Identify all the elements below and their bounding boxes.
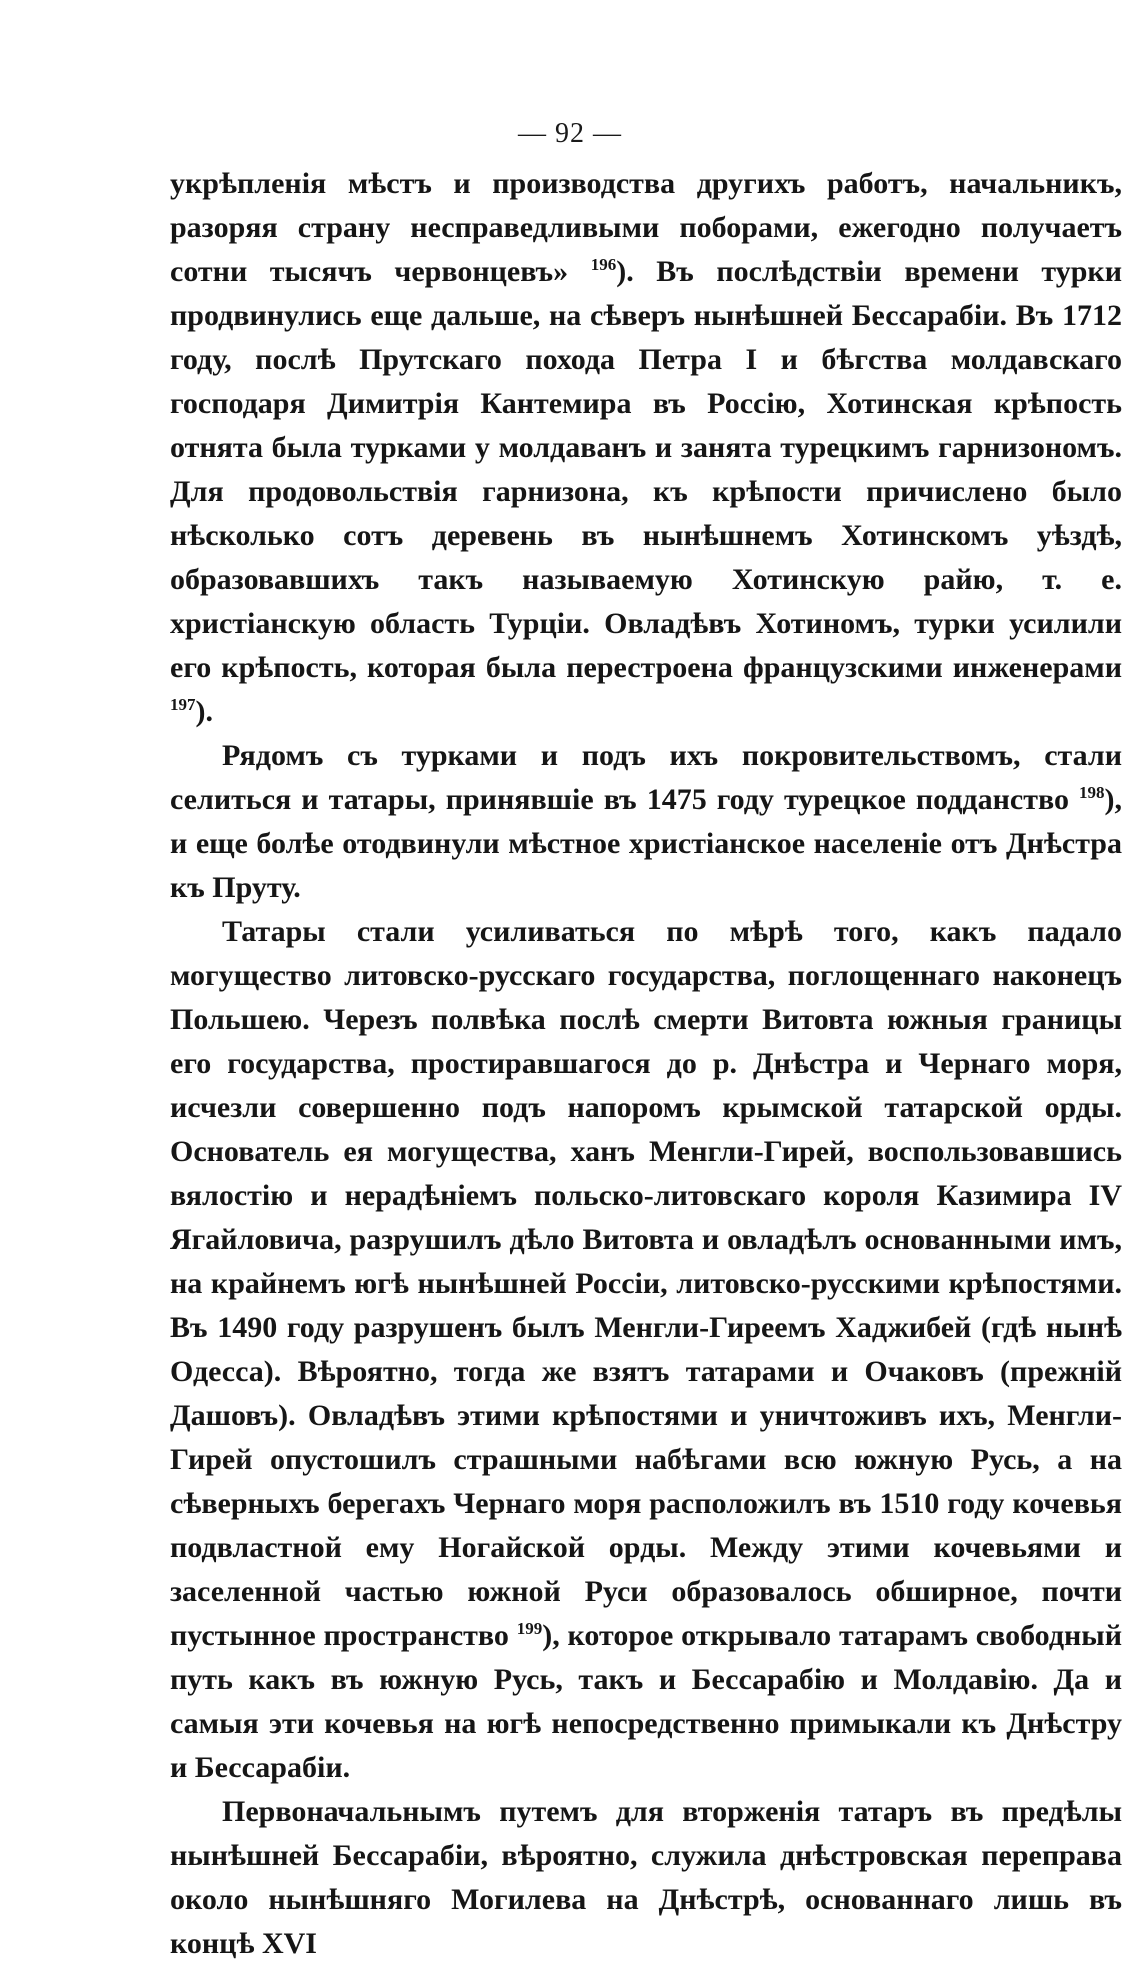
paragraph	[170, 1790, 1122, 1966]
text-run: ). Въ послѣдствіи времени турки продвинулись еще дальше, на сѣверъ нынѣшней Бессарабіи. Въ 1712 году, послѣ Прутскаго похода Петра I и бѣгства молдавскаго господаря Димитрія Кантемира въ Россію, Хотинская крѣпость отнята была турками у молдаванъ и занята турецкимъ гарнизономъ. Для продовольствія гарнизона, къ крѣпости причислено было нѣсколько сотъ деревень въ нынѣшнемъ Хотинскомъ уѣздѣ, образовавшихъ такъ называемую Хотинскую райю, т. е. христіанскую область Турціи. Овладѣвъ Хотиномъ, турки усилили его крѣпость, которая была перестроена французскими инженерами	[170, 255, 1123, 684]
text-run: ), которое открывало татарамъ свободный путь какъ въ южную Русь, такъ и Бессарабію и Молдавію. Да и самыя эти кочевья на югѣ непосредственно примыкали къ Днѣстру и Бессарабіи.	[170, 1619, 1122, 1784]
paragraph	[170, 910, 1122, 1790]
footnote-ref: 198	[1079, 783, 1105, 802]
text-run: ).	[195, 695, 213, 728]
paragraph	[170, 734, 1122, 910]
footnote-ref: 197	[170, 695, 196, 714]
page-number: — 92 —	[518, 118, 622, 149]
footnote-ref: 196	[590, 255, 617, 274]
text-run: ), и еще болѣе отодвинули мѣстное христіанское населеніе отъ Днѣстра къ Пруту.	[170, 783, 1122, 904]
text-run: укрѣпленія мѣстъ и производства другихъ работъ, начальникъ, разоряя страну несправедливыми поборами, ежегодно получаетъ сотни тысячъ червонцевъ»	[170, 167, 1122, 288]
paragraph	[170, 162, 1122, 734]
text-run: Рядомъ съ турками и подъ ихъ покровительствомъ, стали селиться и татары, принявшіе въ 1475 году турецкое подданство	[170, 739, 1122, 816]
body-text	[170, 162, 1122, 1966]
text-run: Первоначальнымъ путемъ для вторженія татаръ въ предѣлы нынѣшней Бессарабіи, вѣроятно, служила днѣстровская переправа около нынѣшняго Могилева на Днѣстрѣ, основаннаго лишь въ концѣ XVI	[170, 1795, 1122, 1960]
footnote-ref: 199	[516, 1619, 543, 1638]
text-run: Татары стали усиливаться по мѣрѣ того, какъ падало могущество литовско-русскаго государства, поглощеннаго наконецъ Польшею. Черезъ полвѣка послѣ смерти Витовта южныя границы его государства, простиравшагося до р. Днѣстра и Чернаго моря, исчезли совершенно подъ напоромъ крымской татарской орды. Основатель ея могущества, ханъ Менгли-Гирей, воспользовавшись вялостію и нерадѣніемъ польско-литовскаго короля Казимира IV Ягайловича, разрушилъ дѣло Витовта и овладѣлъ основанными имъ, на крайнемъ югѣ нынѣшней Россіи, литовско-русскими крѣпостями. Въ 1490 году разрушенъ былъ Менгли-Гиреемъ Хаджибей (гдѣ нынѣ Одесса). Вѣроятно, тогда же взятъ татарами и Очаковъ (прежній Дашовъ). Овладѣвъ этими крѣпостями и уничтоживъ ихъ, Менгли-Гирей опустошилъ страшными набѣгами всю южную Русь, а на сѣверныхъ берегахъ Чернаго моря расположилъ въ 1510 году кочевья подвластной ему Ногайской орды. Между этими кочевьями и заселенной частью южной Руси образовалось обширное, почти пустынное пространство	[170, 915, 1122, 1652]
